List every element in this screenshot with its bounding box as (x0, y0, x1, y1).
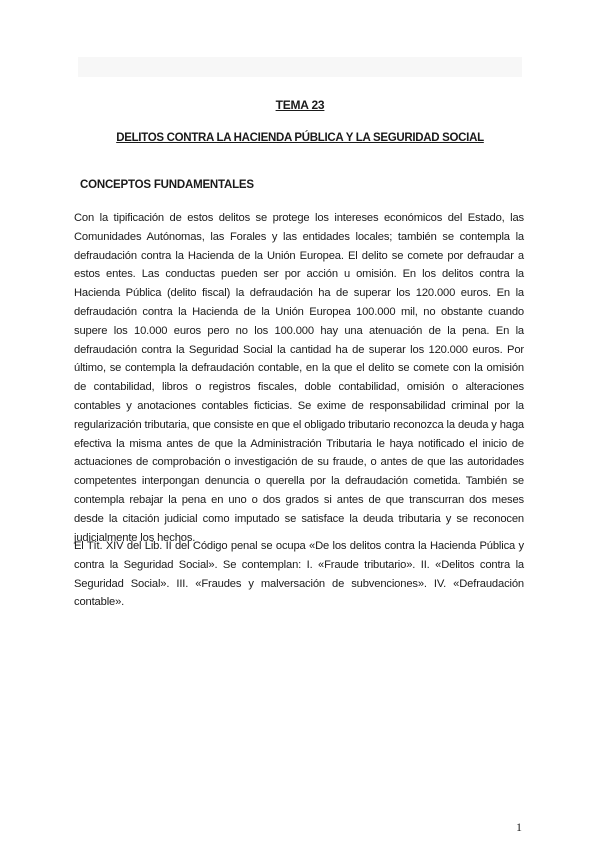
paragraph-fundamentals: Con la tipificación de estos delitos se protege los intereses económicos del Estado, las Comunidades Autónomas, las Forales y las entidades locales; también se contempla la defraudación contra la Hacienda de la Unión Europea. El delito se comete por defraudar a estos entes. Las conductas pueden ser por acción u omisión. En los delitos contra la Hacienda Pública (delito fiscal) la defraudación ha de superar los 120.000 euros. En la defraudación contra la Hacienda de la Unión Europea 100.000 mil, no obstante cuando supere los 10.000 euros pero no los 100.000 hay una atenuación de la pena. En la defraudación contra la Seguridad Social la cantidad ha de superar los 120.000 euros. Por último, se contempla la defraudación contable, en la que el delito se comete con la omisión de contabilidad, libros o registros fiscales, doble contabilidad, omisión o alteraciones contables y anotaciones contables ficticias. Se exime de responsabilidad criminal por la regularización tributaria, que consiste en que el obligado tributario reconozca la deuda y haga efectiva la misma antes de que la Administración Tributaria le haya notificado el inicio de actuaciones de comprobación o investigación de su fraude, o antes de que las autoridades competentes interpongan denuncia o querella por la defraudación cometida. También se contempla rebajar la pena en uno o dos grados si antes de que transcurran dos meses desde la citación judicial como imputado se satisface la deuda tributaria y se reconocen judicialmente los hechos. (74, 212, 524, 544)
section-heading: CONCEPTOS FUNDAMENTALES (80, 179, 254, 191)
header-band (78, 57, 522, 77)
tema-title: TEMA 23 (275, 98, 325, 112)
paragraph-code-reference: El Tít. XIV del Lib. II del Código penal se ocupa «De los delitos contra la Hacienda Pública y contra la Seguridad Social». Se contemplan: I. «Fraude tributario». II. «Delitos contra la Seguridad Social». III. «Fraudes y malversación de subvenciones». IV. «Defraudación contable». (74, 540, 524, 609)
page-number: 1 (516, 820, 522, 834)
document-title: DELITOS CONTRA LA HACIENDA PÚBLICA Y LA SEGURIDAD SOCIAL (116, 132, 484, 144)
